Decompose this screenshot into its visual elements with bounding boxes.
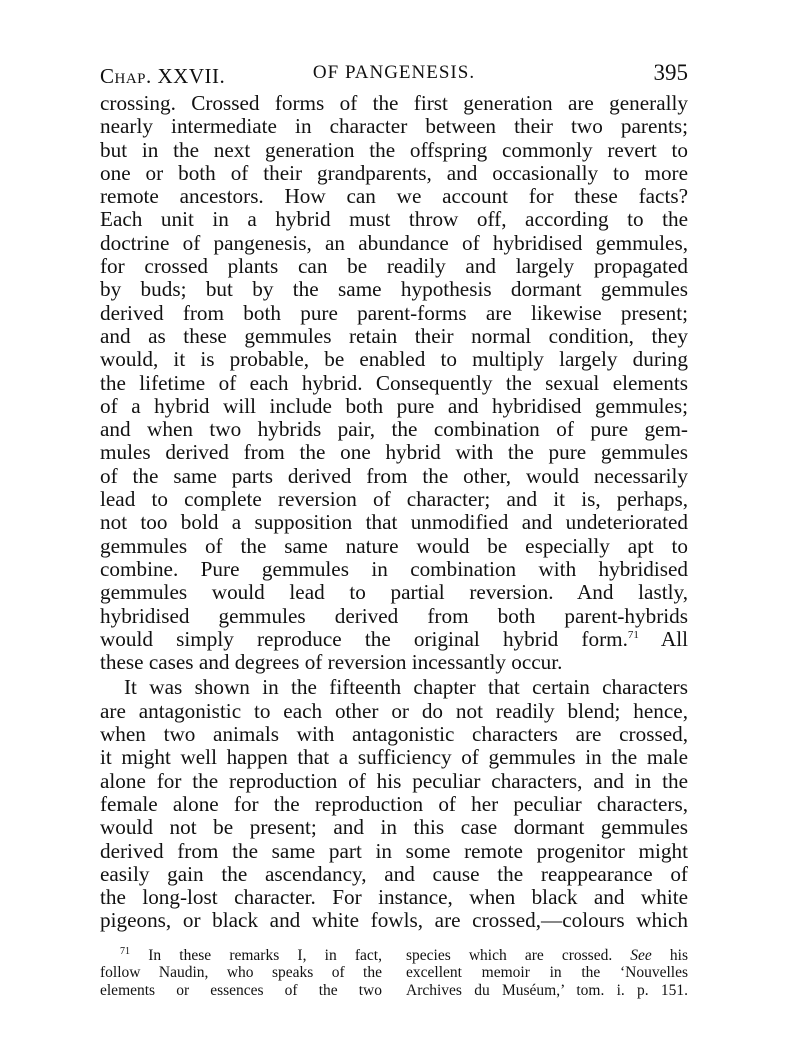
- see-reference: See: [630, 946, 652, 964]
- text-line: one or both of their grandparents, and occasionally to more: [100, 160, 688, 185]
- footnote-line: excellent memoir in the ‘Nouvelles: [406, 964, 688, 982]
- text-segment: his: [669, 946, 688, 964]
- text-line: and as these gemmules retain their normal condition, they: [100, 323, 688, 348]
- text-line: combine. Pure gemmules in combination with hybridised: [100, 556, 688, 581]
- text-line: alone for the reproduction of his peculiar characters, and in the: [100, 768, 688, 793]
- footnote-reference: 71: [627, 628, 639, 641]
- text-line: derived from both pure parent-forms are likewise present;: [100, 300, 688, 325]
- text-line: hybridised gemmules derived from both parent-hybrids: [100, 603, 688, 628]
- page-number: 395: [653, 60, 688, 85]
- footnote-line: [100, 947, 382, 965]
- footnote: [100, 947, 688, 1000]
- text-line: easily gain the ascendancy, and cause the reappearance of: [100, 861, 688, 886]
- running-title: OF PANGENESIS.: [312, 62, 476, 83]
- text-line: nearly intermediate in character between their two parents;: [100, 114, 688, 139]
- text-line: lead to complete reversion of character; and it is, perhaps,: [100, 487, 688, 512]
- text-segment: In these remarks I, in fact,: [148, 946, 382, 964]
- text-line: of the same parts derived from the other, would necessarily: [100, 463, 688, 488]
- text-line: the long-lost character. For instance, when black and white: [100, 885, 688, 910]
- text-line: the lifetime of each hybrid. Consequently the sexual elements: [100, 370, 688, 395]
- footnote-line: follow Naudin, who speaks of the: [100, 964, 382, 982]
- running-head: [100, 58, 688, 92]
- text-line-with-footnote-ref: [100, 628, 688, 651]
- text-line: and when two hybrids pair, the combination of pure gem-: [100, 417, 688, 442]
- text-line: gemmules would lead to partial reversion. And lastly,: [100, 580, 688, 605]
- text-line: mules derived from the one hybrid with the pure gemmules: [100, 440, 688, 465]
- footnote-column-right: [406, 947, 688, 1000]
- text-segment: All: [660, 626, 688, 651]
- text-line: by buds; but by the same hypothesis dormant gemmules: [100, 277, 688, 302]
- text-line: not too bold a supposition that unmodified and undeteriorated: [100, 510, 688, 535]
- footnote-line: Archives du Muséum,’ tom. i. p. 151.: [406, 981, 688, 999]
- text-line: crossing. Crossed forms of the first generation are generally: [100, 91, 688, 115]
- footnote-line: elements or essences of the two: [100, 981, 382, 999]
- text-line: gemmules of the same nature would be especially apt to: [100, 533, 688, 558]
- text-line: it might well happen that a sufficiency of gemmules in the male: [100, 745, 688, 770]
- text-line: remote ancestors. How can we account for these facts?: [100, 184, 688, 209]
- text-line: derived from the same part in some remote progenitor might: [100, 838, 688, 863]
- text-segment: would simply reproduce the original hybrid form.: [100, 626, 628, 651]
- footnote-number: 71: [120, 945, 130, 957]
- paragraph-antagonistic-characters: [100, 676, 688, 932]
- text-line: of a hybrid will include both pure and hybridised gemmules;: [100, 393, 688, 418]
- text-line: for crossed plants can be readily and largely propagated: [100, 254, 688, 279]
- text-line: Each unit in a hybrid must throw off, according to the: [100, 207, 688, 232]
- text-line: pigeons, or black and white fowls, are crossed,—colours which: [100, 908, 688, 933]
- text-segment: species which are crossed.: [406, 946, 613, 964]
- book-page: [100, 58, 688, 999]
- chapter-label: Chap. XXVII.: [100, 64, 226, 88]
- text-line: would not be present; and in this case dormant gemmules: [100, 815, 688, 840]
- footnote-line: [406, 947, 688, 965]
- text-line: these cases and degrees of reversion incessantly occur.: [100, 650, 563, 675]
- text-line: doctrine of pangenesis, an abundance of hybridised gemmules,: [100, 230, 688, 255]
- paragraph-reversion-hybrids: [100, 92, 688, 674]
- text-line: would, it is probable, be enabled to multiply largely during: [100, 347, 688, 372]
- text-line: It was shown in the fifteenth chapter that certain characters: [124, 675, 688, 700]
- text-line: female alone for the reproduction of her peculiar characters,: [100, 791, 688, 816]
- footnote-column-left: [100, 947, 382, 1000]
- text-line: when two animals with antagonistic characters are crossed,: [100, 722, 688, 747]
- text-line: but in the next generation the offspring commonly revert to: [100, 137, 688, 162]
- text-line: are antagonistic to each other or do not readily blend; hence,: [100, 698, 688, 723]
